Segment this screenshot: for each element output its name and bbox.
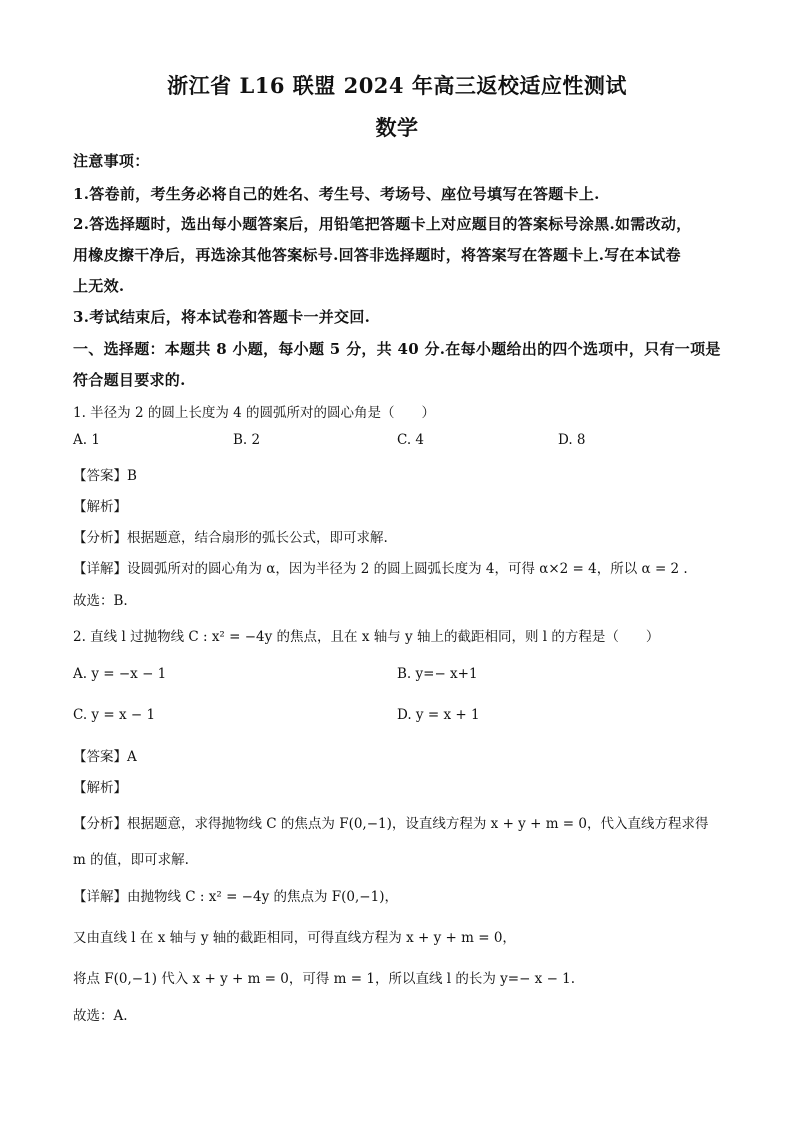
- question-2-answer: 【答案】A: [73, 749, 137, 765]
- question-1-option-c: C. 4: [397, 432, 425, 448]
- question-1-analysis-label: 【解析】: [73, 499, 127, 515]
- page-title: 浙江省 L16 联盟 2024 年高三返校适应性测试: [167, 73, 627, 98]
- question-2-stem: 2. 直线 l 过抛物线 C : x² = −4y 的焦点，且在 x 轴与 y 轴上的截距相同，则 l 的方程是（ ）: [73, 629, 660, 645]
- notice-item-1: 1.答卷前，考生务必将自己的姓名、考生号、考场号、座位号填写在答题卡上.: [73, 185, 600, 203]
- question-2-conclusion: 故选：A.: [73, 1008, 128, 1024]
- question-1-answer: 【答案】B: [73, 468, 137, 484]
- question-2-option-d: D. y = x + 1: [397, 707, 480, 723]
- question-2-option-b: B. y=− x+1: [397, 666, 478, 682]
- notice-heading: 注意事项：: [73, 152, 150, 170]
- question-2-xiangjie-line-3: 将点 F(0,−1) 代入 x + y + m = 0，可得 m = 1，所以直线 l 的长为 y=− x − 1.: [73, 971, 576, 987]
- section-heading-line-2: 符合题目要求的.: [73, 371, 186, 389]
- question-1-option-b: B. 2: [233, 432, 261, 448]
- question-1-xiangjie: 【详解】设圆弧所对的圆心角为 α，因为半径为 2 的圆上圆弧长度为 4，可得 α×2 = 4，所以 α = 2 .: [73, 561, 688, 577]
- question-2-analysis-label: 【解析】: [73, 780, 127, 796]
- question-1-conclusion: 故选：B.: [73, 593, 128, 609]
- question-2-xiangjie-line-2: 又由直线 l 在 x 轴与 y 轴的截距相同，可得直线方程为 x + y + m = 0，: [73, 930, 516, 946]
- notice-item-2-line-1: 2.答选择题时，选出每小题答案后，用铅笔把答题卡上对应题目的答案标号涂黑.如需改动，: [73, 215, 692, 233]
- notice-item-2-line-3: 上无效.: [73, 277, 125, 295]
- section-heading-line-1: 一、选择题：本题共 8 小题，每小题 5 分，共 40 分.在每小题给出的四个选项中，只有一项是: [73, 340, 721, 358]
- question-1-stem: 1. 半径为 2 的圆上长度为 4 的圆弧所对的圆心角是（ ）: [73, 405, 436, 421]
- notice-item-3: 3.考试结束后，将本试卷和答题卡一并交回.: [73, 308, 371, 326]
- question-1-option-d: D. 8: [558, 432, 586, 448]
- subject-title: 数学: [375, 115, 419, 140]
- notice-item-2-line-2: 用橡皮擦干净后，再选涂其他答案标号.回答非选择题时，将答案写在答题卡上.写在本试卷: [73, 246, 681, 264]
- question-2-fenxi-line-2: m 的值，即可求解.: [73, 852, 189, 868]
- question-2-option-a: A. y = −x − 1: [73, 666, 167, 682]
- question-2-option-c: C. y = x − 1: [73, 707, 156, 723]
- question-1-fenxi: 【分析】根据题意，结合扇形的弧长公式，即可求解.: [73, 530, 388, 546]
- question-1-option-a: A. 1: [73, 432, 100, 448]
- question-2-fenxi-line-1: 【分析】根据题意，求得抛物线 C 的焦点为 F(0,−1)，设直线方程为 x + y + m = 0，代入直线方程求得: [73, 816, 709, 832]
- question-2-xiangjie-line-1: 【详解】由抛物线 C : x² = −4y 的焦点为 F(0,−1)，: [73, 889, 398, 905]
